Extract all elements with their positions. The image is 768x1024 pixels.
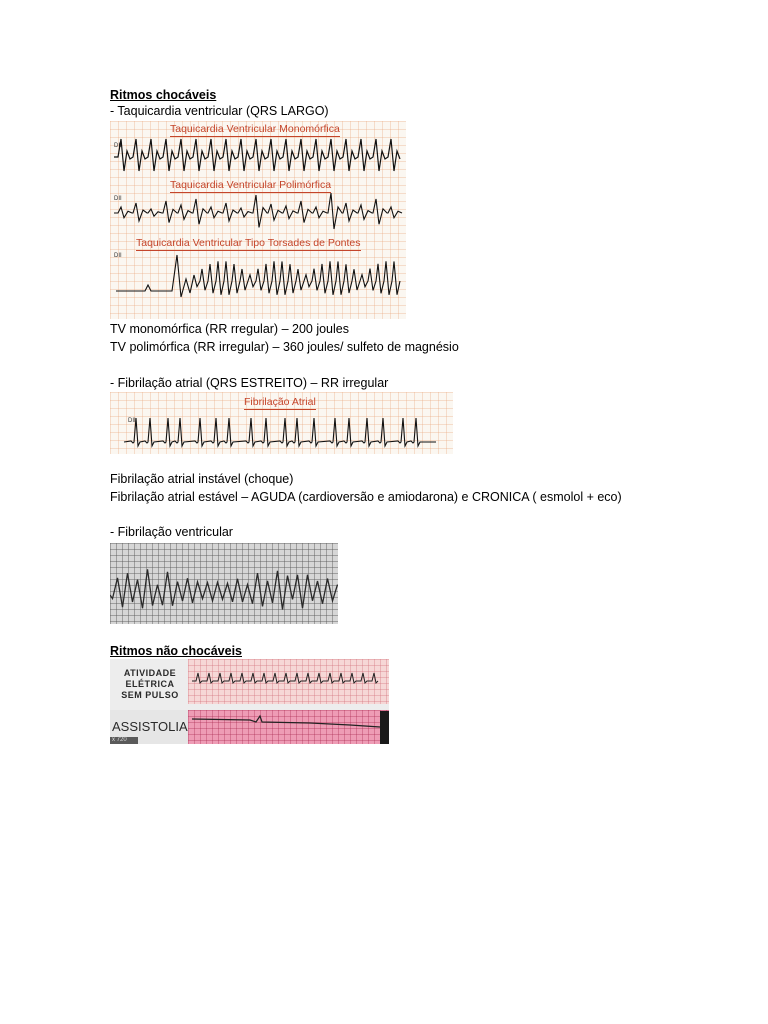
heading-ritmos-chocaveis: Ritmos chocáveis [110, 88, 217, 102]
figure-fibrilacao-ventricular [110, 543, 338, 624]
ecg-trace-fv [110, 543, 338, 624]
text-fa-estavel: Fibrilação atrial estável – AGUDA (cardioversão e amiodarona) e CRONICA ( esmolol + eco) [110, 490, 622, 504]
figure-ritmos-nao-chocaveis [110, 659, 389, 744]
lead-label: DII [114, 143, 122, 149]
ecg-traces-tv [110, 121, 406, 319]
subheading-taquicardia-ventricular: - Taquicardia ventricular (QRS LARGO) [110, 104, 329, 118]
text-fa-instavel: Fibrilação atrial instável (choque) [110, 472, 294, 486]
text-tv-polimorfica: TV polimórfica (RR irregular) – 360 joules/ sulfeto de magnésio [110, 340, 459, 354]
lead-label: DII [114, 196, 122, 202]
subheading-fibrilacao-ventricular: - Fibrilação ventricular [110, 525, 233, 539]
label-aesp: ATIVIDADE ELÉTRICA SEM PULSO [121, 668, 179, 700]
strip-title-torsades: Taquicardia Ventricular Tipo Torsades de Pontes [136, 237, 361, 249]
subheading-fibrilacao-atrial: - Fibrilação atrial (QRS ESTREITO) – RR irregular [110, 376, 389, 390]
strip-title-monomorfica: Taquicardia Ventricular Monomórfica [170, 123, 340, 135]
label-assistolia: ASSISTOLIA [112, 719, 188, 734]
figure-fibrilacao-atrial [110, 392, 453, 454]
ecg-trace-fa [110, 392, 453, 454]
strip-title-fibrilacao-atrial: Fibrilação Atrial [244, 396, 316, 408]
corner-resolution-badge: x 720 [110, 737, 138, 744]
lead-label: DII [114, 253, 122, 259]
heading-ritmos-nao-chocaveis: Ritmos não chocáveis [110, 644, 242, 658]
strip-title-polimorfica: Taquicardia Ventricular Polimórfica [170, 179, 332, 191]
text-tv-monomorfica: TV monomórfica (RR rregular) – 200 joules [110, 322, 349, 336]
figure-taquicardia-ventricular [110, 121, 406, 319]
lead-label: DII [128, 418, 136, 424]
